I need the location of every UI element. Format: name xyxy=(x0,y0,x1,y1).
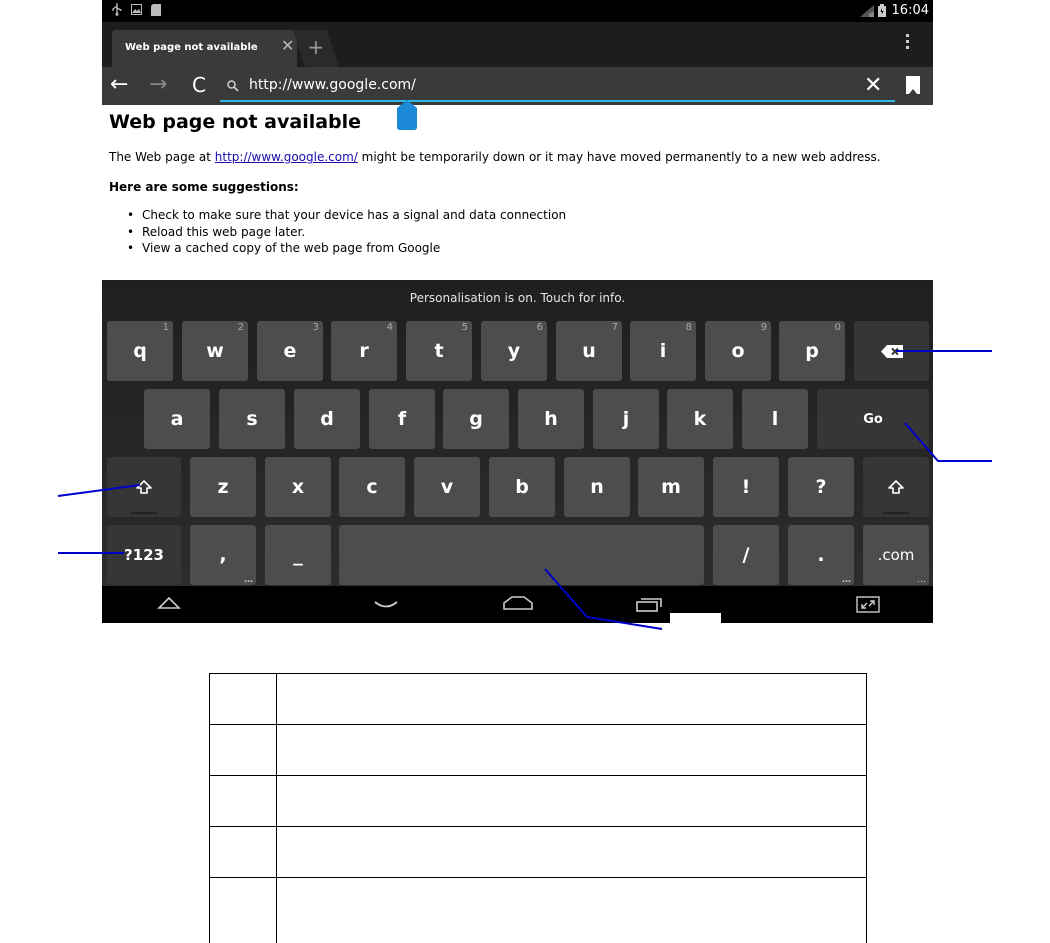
key-slash[interactable] xyxy=(713,525,779,585)
key-hint: 0 xyxy=(834,322,841,333)
key-exclamation[interactable] xyxy=(713,457,779,517)
key-label: z xyxy=(217,476,229,498)
key-m[interactable] xyxy=(638,457,704,517)
plus-icon: + xyxy=(307,35,325,59)
key-label: g xyxy=(469,408,483,430)
browser-tab[interactable] xyxy=(112,30,297,67)
status-right-icons xyxy=(860,3,929,18)
shift-icon xyxy=(136,480,152,494)
usb-icon xyxy=(112,3,122,16)
key-label: ! xyxy=(741,476,751,498)
description-text-end: might be temporarily down or it may have moved permanently to a new web address. xyxy=(357,150,881,164)
list-item: • Check to make sure that your device has a signal and data connection xyxy=(127,208,566,225)
web-page-content xyxy=(102,105,933,280)
status-left-icons xyxy=(112,3,161,16)
search-icon xyxy=(227,80,239,92)
clock: 16:04 xyxy=(891,3,929,18)
image-icon xyxy=(131,4,142,15)
key-label: s xyxy=(246,408,258,430)
tab-strip xyxy=(102,22,933,67)
key-hint: 1 xyxy=(162,322,169,333)
key-s[interactable] xyxy=(219,389,285,449)
url-input[interactable]: http://www.google.com/ xyxy=(249,77,416,93)
key-w[interactable] xyxy=(182,321,248,381)
shift-key-right[interactable] xyxy=(863,457,929,517)
sd-card-icon xyxy=(151,4,161,16)
key-t[interactable] xyxy=(406,321,472,381)
key-u[interactable] xyxy=(556,321,622,381)
key-label: t xyxy=(434,340,444,362)
key-label: w xyxy=(206,340,224,362)
key-label: ? xyxy=(815,476,827,498)
key-f[interactable] xyxy=(369,389,435,449)
table-row xyxy=(210,878,867,943)
key-label: u xyxy=(582,340,596,362)
list-item: • Reload this web page later. xyxy=(127,225,566,242)
key-x[interactable] xyxy=(265,457,331,517)
screen-compat-icon[interactable] xyxy=(856,596,880,613)
key-c[interactable] xyxy=(339,457,405,517)
key-d[interactable] xyxy=(294,389,360,449)
key-label: n xyxy=(590,476,604,498)
battery-icon xyxy=(878,4,886,17)
key-label: e xyxy=(283,340,297,362)
soft-keyboard xyxy=(102,280,933,586)
key-hint: 6 xyxy=(536,322,543,333)
key-underscore[interactable] xyxy=(265,525,331,585)
table-cell-number xyxy=(210,776,277,827)
key-hint: 9 xyxy=(760,322,767,333)
more-keys-indicator: … xyxy=(244,575,253,585)
label-box xyxy=(670,613,721,623)
key-label: q xyxy=(133,340,147,362)
url-bar xyxy=(102,67,933,105)
table-row xyxy=(210,725,867,776)
key-period[interactable] xyxy=(788,525,854,585)
personalisation-notice[interactable]: Personalisation is on. Touch for info. xyxy=(409,291,626,305)
key-label: / xyxy=(742,544,750,566)
shift-indicator xyxy=(131,512,157,514)
key-label: h xyxy=(544,408,558,430)
key-hint: 7 xyxy=(611,322,618,333)
more-keys-indicator: … xyxy=(842,575,851,585)
recent-apps-icon[interactable] xyxy=(636,596,664,612)
text-cursor-handle[interactable] xyxy=(396,100,418,130)
key-hint: 8 xyxy=(685,322,692,333)
key-k[interactable] xyxy=(667,389,733,449)
key-label: .com xyxy=(877,546,915,564)
key-a[interactable] xyxy=(144,389,210,449)
key-e[interactable] xyxy=(257,321,323,381)
table-cell-description xyxy=(277,674,867,725)
key-hint: 3 xyxy=(312,322,319,333)
overflow-menu-icon[interactable] xyxy=(905,34,911,52)
key-label: p xyxy=(805,340,819,362)
key-label: x xyxy=(291,476,305,498)
key-p[interactable] xyxy=(779,321,845,381)
key-j[interactable] xyxy=(593,389,659,449)
key-question[interactable] xyxy=(788,457,854,517)
key-label: ?123 xyxy=(123,546,164,564)
symbols-key[interactable] xyxy=(107,525,181,585)
table-cell-description xyxy=(277,878,867,943)
tablet-screen xyxy=(102,0,933,623)
key-label: f xyxy=(397,408,407,430)
key-r[interactable] xyxy=(331,321,397,381)
key-g[interactable] xyxy=(443,389,509,449)
home-icon[interactable] xyxy=(503,596,533,610)
navigation-bar xyxy=(102,586,933,623)
page-description xyxy=(109,150,881,164)
suggestions-heading: Here are some suggestions: xyxy=(109,180,299,194)
table-cell-number xyxy=(210,878,277,943)
shift-icon xyxy=(888,480,904,494)
status-bar xyxy=(102,0,933,22)
table-cell-description xyxy=(277,725,867,776)
key-o[interactable] xyxy=(705,321,771,381)
legend-table xyxy=(209,673,867,943)
key-h[interactable] xyxy=(518,389,584,449)
key-label: i xyxy=(659,340,667,362)
key-hint: 5 xyxy=(461,322,468,333)
key-label: . xyxy=(817,544,825,566)
key-label: m xyxy=(661,476,681,498)
backspace-key[interactable] xyxy=(854,321,929,381)
key-l[interactable] xyxy=(742,389,808,449)
key-b[interactable] xyxy=(489,457,555,517)
url-input-underline xyxy=(220,100,895,102)
tab-title: Web page not available xyxy=(125,42,258,53)
go-key[interactable] xyxy=(817,389,929,449)
key-label: r xyxy=(359,340,369,362)
shift-indicator xyxy=(883,512,909,514)
shift-key-left[interactable] xyxy=(107,457,181,517)
table-cell-number xyxy=(210,674,277,725)
table-row xyxy=(210,674,867,725)
description-text: The Web page at xyxy=(109,150,215,164)
key-label: l xyxy=(771,408,779,430)
table-row xyxy=(210,776,867,827)
table-cell-description xyxy=(277,776,867,827)
page-link[interactable]: http://www.google.com/ xyxy=(214,150,358,164)
key-comma[interactable] xyxy=(190,525,256,585)
key-label: d xyxy=(320,408,334,430)
back-icon[interactable]: ← xyxy=(110,72,129,97)
key-n[interactable] xyxy=(564,457,630,517)
clear-url-icon[interactable]: ✕ xyxy=(864,73,883,98)
key-q[interactable] xyxy=(107,321,173,381)
new-tab-button[interactable] xyxy=(293,30,339,67)
key-label: k xyxy=(693,408,707,430)
table-cell-number xyxy=(210,725,277,776)
forward-icon[interactable]: → xyxy=(149,72,168,97)
reload-icon[interactable]: C xyxy=(192,73,206,97)
key-hint: 4 xyxy=(386,322,393,333)
key-label: v xyxy=(440,476,454,498)
key-label: y xyxy=(507,340,521,362)
bookmark-icon[interactable] xyxy=(906,76,920,94)
key-label: c xyxy=(366,476,378,498)
list-item: • View a cached copy of the web page from Google xyxy=(127,241,566,258)
table-cell-number xyxy=(210,827,277,878)
key-label: a xyxy=(170,408,184,430)
dotcom-key[interactable] xyxy=(863,525,929,585)
key-z[interactable] xyxy=(190,457,256,517)
key-label: o xyxy=(731,340,745,362)
backspace-icon xyxy=(881,345,903,358)
back-nav-icon[interactable] xyxy=(374,600,398,610)
key-label: j xyxy=(622,408,630,430)
space-key[interactable] xyxy=(339,525,704,585)
key-label: Go xyxy=(863,411,883,427)
key-label: b xyxy=(515,476,529,498)
key-hint: 2 xyxy=(237,322,244,333)
key-label: , xyxy=(219,544,227,566)
key-v[interactable] xyxy=(414,457,480,517)
key-i[interactable] xyxy=(630,321,696,381)
page-title: Web page not available xyxy=(109,111,362,133)
hide-keyboard-icon[interactable] xyxy=(157,595,181,611)
key-label: _ xyxy=(293,544,303,566)
table-row xyxy=(210,827,867,878)
table-cell-description xyxy=(277,827,867,878)
key-y[interactable] xyxy=(481,321,547,381)
signal-icon xyxy=(860,5,874,17)
tab-close-icon[interactable]: ✕ xyxy=(281,36,295,55)
suggestions-list xyxy=(127,208,566,258)
more-keys-indicator: … xyxy=(917,575,926,585)
